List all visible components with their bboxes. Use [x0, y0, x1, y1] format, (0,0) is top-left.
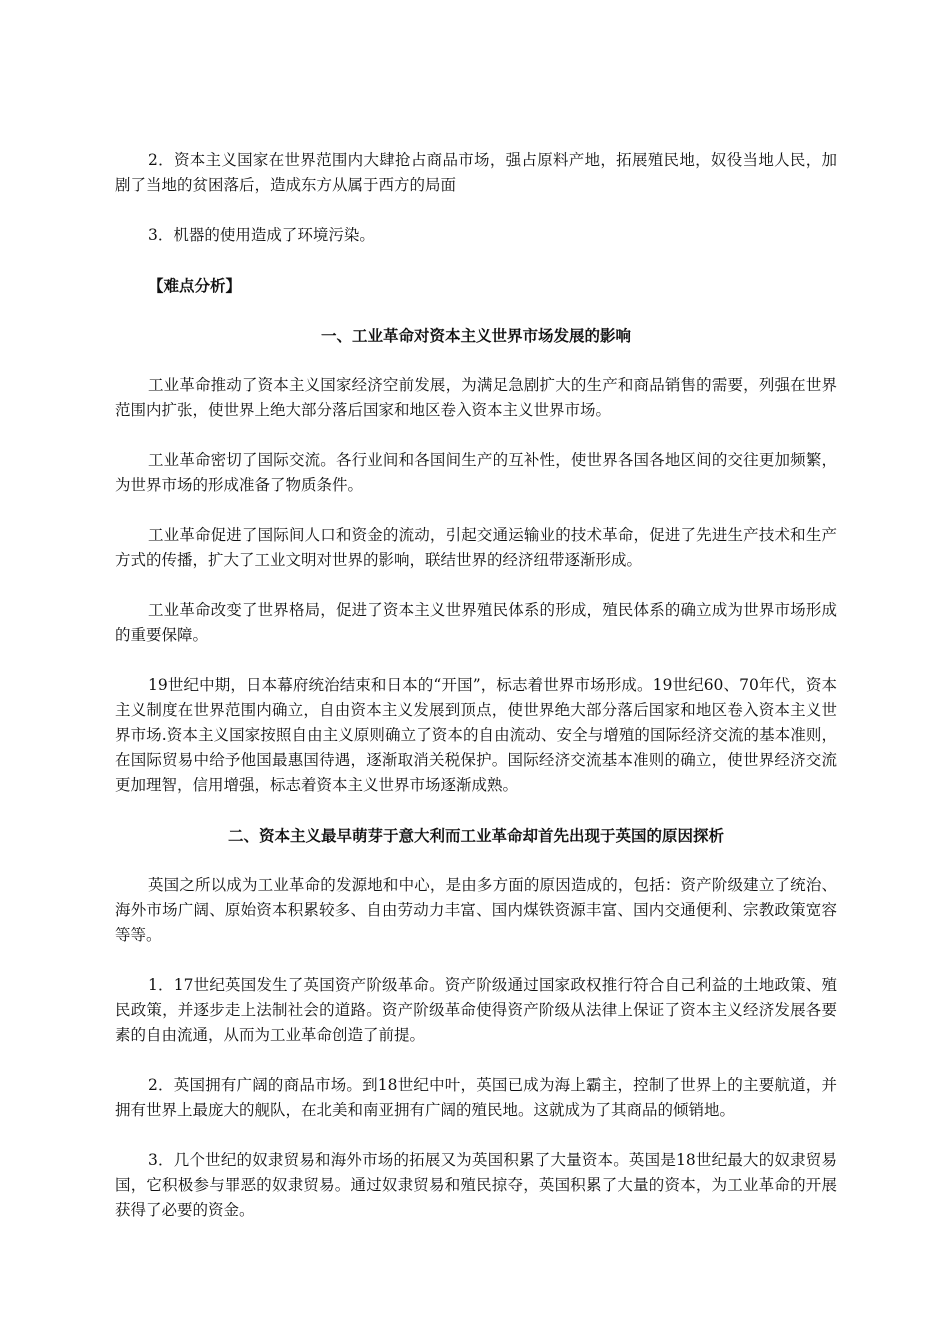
paragraph: 英国之所以成为工业革命的发源地和中心，是由多方面的原因造成的，包括：资产阶级建立了统治、海外市场广阔、原始资本积累较多、自由劳动力丰富、国内煤铁资源丰富、国内交通便利、宗教政策宽容等等。	[115, 876, 837, 944]
difficulty-analysis-label: 【难点分析】	[148, 276, 242, 295]
paragraph: 2．英国拥有广阔的商品市场。到18世纪中叶，英国已成为海上霸主，控制了世界上的主要航道，并拥有世界上最庞大的舰队，在北美和南亚拥有广阔的殖民地。这就成为了其商品的倾销地。	[115, 1076, 837, 1119]
paragraph: 19世纪中期，日本幕府统治结束和日本的“开国”，标志着世界市场形成。19世纪60、70年代，资本主义制度在世界范围内确立，自由资本主义发展到顶点，使世界绝大部分落后国家和地区卷入资本主义世界市场.资本主义国家按照自由主义原则确立了资本的自由流动、安全与增殖的国际经济交流的基本准则，在国际贸易中给予他国最惠国待遇，逐渐取消关税保护。国际经济交流基本准则的确立，使世界经济交流更加理智，信用增强，标志着资本主义世界市场逐渐成熟。	[115, 676, 837, 794]
paragraph: 工业革命改变了世界格局，促进了资本主义世界殖民体系的形成，殖民体系的确立成为世界市场形成的重要保障。	[115, 601, 837, 644]
paragraph: 工业革命推动了资本主义国家经济空前发展，为满足急剧扩大的生产和商品销售的需要，列强在世界范围内扩张，使世界上绝大部分落后国家和地区卷入资本主义世界市场。	[115, 376, 837, 419]
paragraph: 1．17世纪英国发生了英国资产阶级革命。资产阶级通过国家政权推行符合自己利益的土地政策、殖民政策，并逐步走上法制社会的道路。资产阶级革命使得资产阶级从法律上保证了资本主义经济发展各要素的自由流通，从而为工业革命创造了前提。	[115, 976, 837, 1044]
paragraph: 3．几个世纪的奴隶贸易和海外市场的拓展又为英国积累了大量资本。英国是18世纪最大的奴隶贸易国，它积极参与罪恶的奴隶贸易。通过奴隶贸易和殖民掠夺，英国积累了大量的资本，为工业革命的开展获得了必要的资金。	[115, 1151, 837, 1219]
section-title-1: 一、工业革命对资本主义世界市场发展的影响	[320, 326, 631, 345]
paragraph: 工业革命密切了国际交流。各行业间和各国间生产的互补性，使世界各国各地区间的交往更加频繁，为世界市场的形成准备了物质条件。	[115, 451, 837, 494]
paragraph: 2．资本主义国家在世界范围内大肆抢占商品市场，强占原料产地，拓展殖民地，奴役当地人民，加剧了当地的贫困落后，造成东方从属于西方的局面	[115, 151, 837, 194]
paragraph: 3．机器的使用造成了环境污染。	[148, 226, 375, 244]
section-title-2: 二、资本主义最早萌芽于意大利而工业革命却首先出现于英国的原因探析	[227, 826, 724, 845]
paragraph: 工业革命促进了国际间人口和资金的流动，引起交通运输业的技术革命，促进了先进生产技术和生产方式的传播，扩大了工业文明对世界的影响，联结世界的经济纽带逐渐形成。	[115, 526, 837, 569]
document-page	[115, 148, 837, 1248]
